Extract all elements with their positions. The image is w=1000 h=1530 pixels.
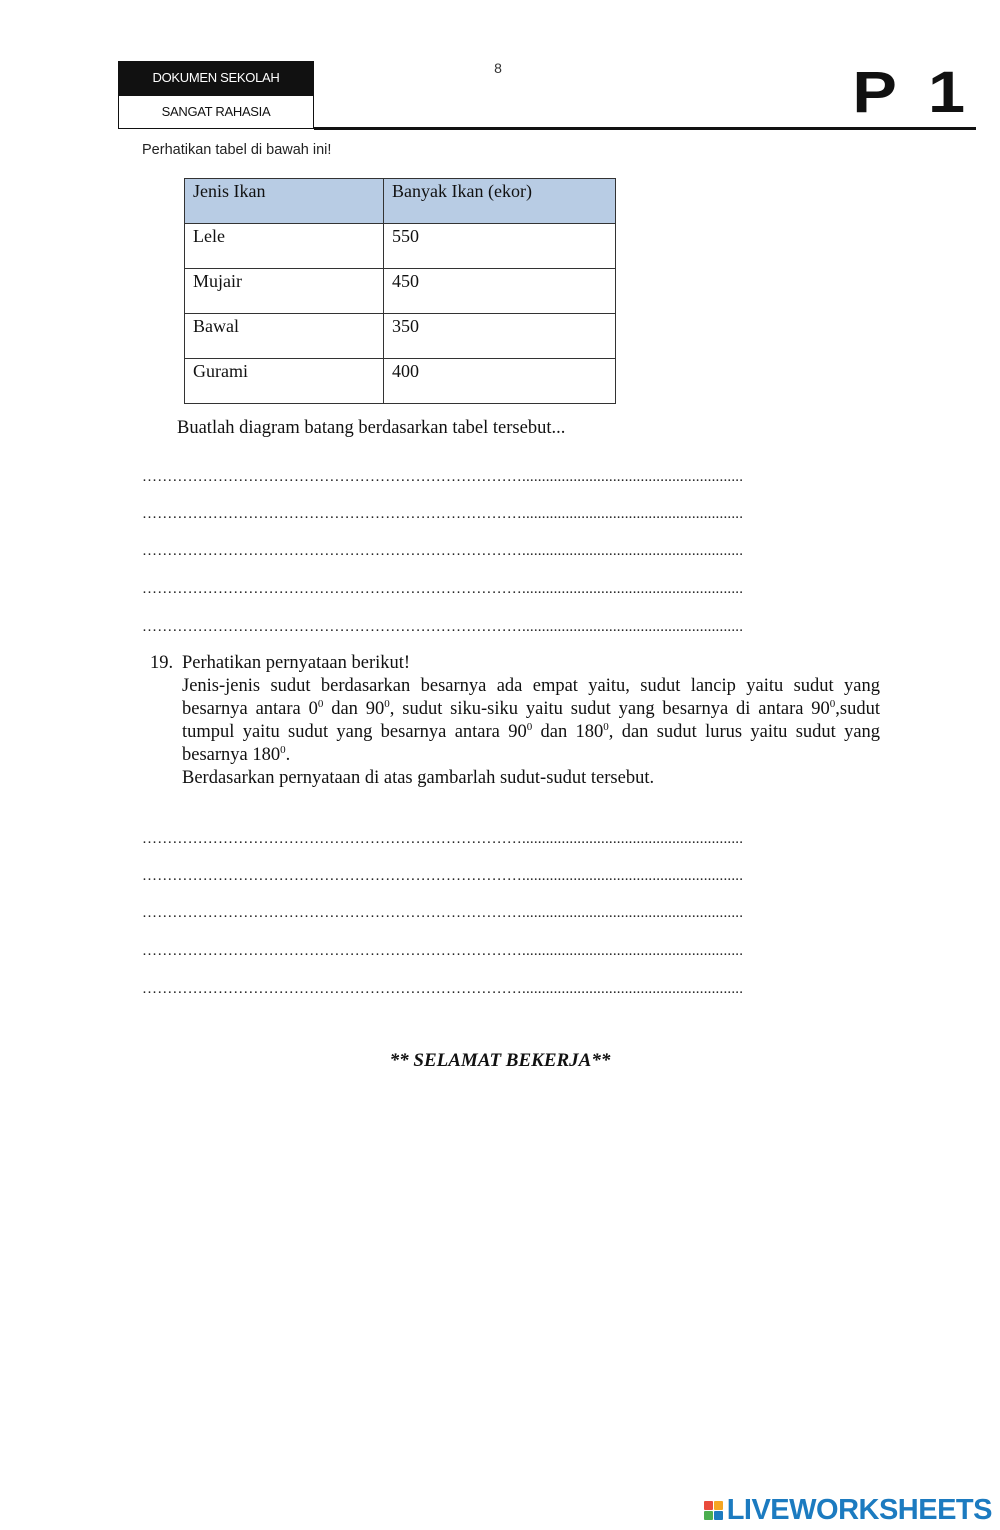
- paper-code: P 1: [852, 60, 972, 125]
- answer-line[interactable]: …………………………………………………………………........................................................: [142, 543, 744, 559]
- liveworksheets-logo[interactable]: [704, 1494, 992, 1527]
- header-divider: [314, 127, 976, 130]
- answer-line[interactable]: …………………………………………………………………........................................................: [142, 619, 744, 635]
- table-header-row: [185, 179, 616, 224]
- answer-line[interactable]: …………………………………………………………………........................................................: [142, 905, 744, 921]
- fish-table: [184, 178, 616, 404]
- question-statement: Jenis-jenis sudut berdasarkan besarnya ada empat yaitu, sudut lancip yaitu sudut yang besarnya antara $0^0$ dan $90^0$, sudut siku-siku yaitu sudut yang besarnya di antara $90^0,sudut$ tumpul yaitu sudut yang besarnya antara $90^0$ dan $180^0$, dan sudut lurus yaitu sudut yang besarnya $180^0$.: [182, 676, 881, 765]
- secret-label: SANGAT RAHASIA: [161, 104, 271, 119]
- answer-line[interactable]: …………………………………………………………………........................................................: [142, 981, 744, 997]
- bar-chart-instruction: Buatlah diagram batang berdasarkan tabel tersebut...: [177, 418, 566, 438]
- table-cell-count: 400: [384, 359, 616, 404]
- table-row: [185, 359, 616, 404]
- question-19: [150, 652, 880, 790]
- answer-line[interactable]: …………………………………………………………………........................................................: [142, 469, 744, 485]
- table-header-fish-count: Banyak Ikan (ekor): [384, 179, 616, 224]
- table-cell-count: 550: [384, 224, 616, 269]
- liveworksheets-icon: [704, 1501, 723, 1520]
- closing-message: ** SELAMAT BEKERJA**: [389, 1050, 611, 1071]
- question-task: Berdasarkan pernyataan di atas gambarlah sudut-sudut tersebut.: [182, 768, 655, 788]
- answer-line[interactable]: …………………………………………………………………........................................................: [142, 831, 744, 847]
- page-number: 8: [494, 60, 502, 76]
- table-row: [185, 269, 616, 314]
- answer-line[interactable]: …………………………………………………………………........................................................: [142, 506, 744, 522]
- question-title: Perhatikan pernyataan berikut!: [182, 653, 411, 673]
- table-row: [185, 224, 616, 269]
- table-header-fish-type: Jenis Ikan: [185, 179, 384, 224]
- table-cell-count: 350: [384, 314, 616, 359]
- answer-line[interactable]: …………………………………………………………………........................................................: [142, 581, 744, 597]
- table-row: [185, 314, 616, 359]
- question-number: 19.: [150, 653, 174, 673]
- table-cell-fish: Lele: [185, 224, 384, 269]
- table-cell-count: 450: [384, 269, 616, 314]
- answer-line[interactable]: …………………………………………………………………........................................................: [142, 868, 744, 884]
- table-cell-fish: Bawal: [185, 314, 384, 359]
- table-intro: Perhatikan tabel di bawah ini!: [142, 142, 332, 158]
- table-cell-fish: Mujair: [185, 269, 384, 314]
- answer-line[interactable]: …………………………………………………………………........................................................: [142, 943, 744, 959]
- secret-label-box: [118, 95, 314, 129]
- table-cell-fish: Gurami: [185, 359, 384, 404]
- liveworksheets-text: LIVEWORKSHEETS: [726, 1494, 992, 1526]
- document-label-box: [118, 61, 314, 95]
- document-label: DOKUMEN SEKOLAH: [152, 70, 280, 85]
